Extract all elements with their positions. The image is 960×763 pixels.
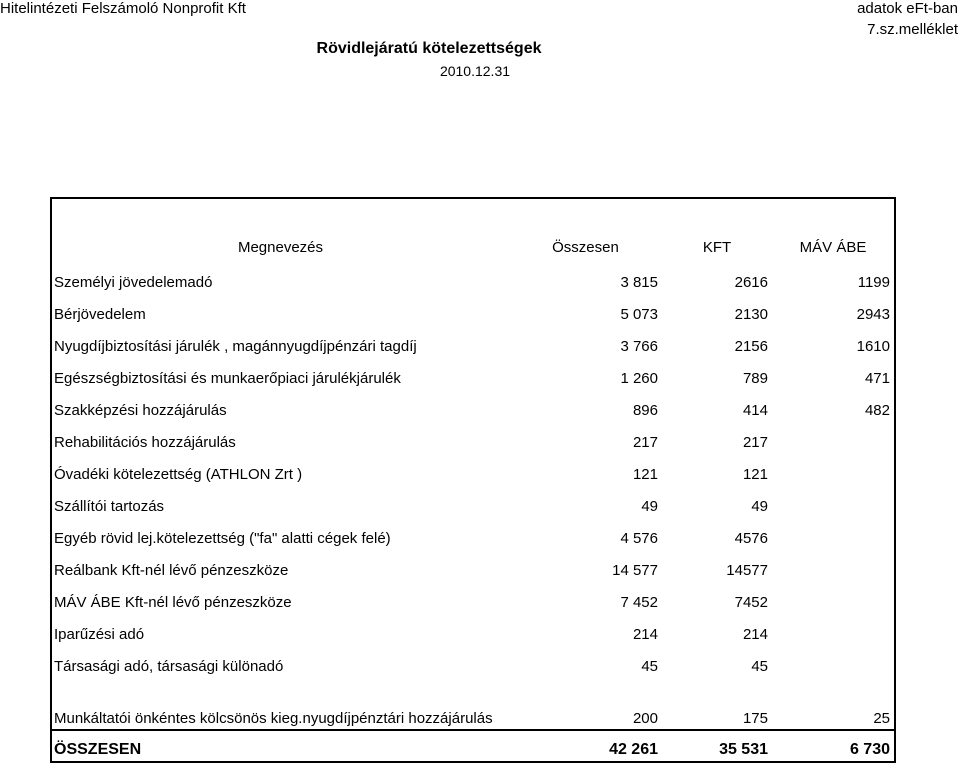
row-label: Óvadéki kötelezettség (ATHLON Zrt )	[54, 466, 303, 483]
row-mav: 471	[864, 370, 890, 387]
row-label: Bérjövedelem	[54, 306, 146, 323]
column-header-total: Összesen	[552, 239, 619, 256]
row-total: 7 452	[620, 594, 658, 611]
row-mav: 25	[873, 710, 890, 727]
table-row	[51, 613, 895, 645]
row-label: Személyi jövedelemadó	[54, 274, 213, 291]
row-kft: 14577	[726, 562, 768, 579]
row-kft: 4576	[734, 530, 768, 547]
row-total: 14 577	[612, 562, 658, 579]
row-mav	[772, 517, 895, 549]
row-total: 121	[632, 466, 658, 483]
row-kft: 121	[742, 466, 768, 483]
row-mav	[772, 421, 895, 453]
table-row	[51, 325, 895, 357]
column-header-kft: KFT	[702, 239, 732, 256]
row-kft: 414	[742, 402, 768, 419]
row-label: Szakképzési hozzájárulás	[54, 402, 227, 419]
table-row	[51, 261, 895, 293]
row-label: Szállítói tartozás	[54, 498, 165, 515]
row-mav: 2943	[856, 306, 890, 323]
row-kft: 175	[742, 710, 768, 727]
totals-row	[51, 730, 895, 762]
row-label: Reálbank Kft-nél lévő pénzeszköze	[54, 562, 289, 579]
row-label: Egyéb rövid lej.kötelezettség ("fa" alatti cégek felé)	[54, 530, 391, 547]
row-total: 3 766	[620, 338, 658, 355]
totals-total: 42 261	[509, 730, 662, 762]
table-row	[51, 389, 895, 421]
page-title: Rövidlejáratú kötelezettségek	[316, 40, 542, 57]
row-kft: 7452	[734, 594, 768, 611]
column-header-name: Megnevezés	[237, 239, 324, 256]
row-mav	[772, 453, 895, 485]
row-total: 3 815	[620, 274, 658, 291]
table-row	[51, 677, 895, 730]
row-total: 1 260	[620, 370, 658, 387]
table-header-row	[51, 198, 895, 261]
table-row	[51, 485, 895, 517]
units-note: adatok eFt-ban	[857, 0, 958, 17]
row-total: 4 576	[620, 530, 658, 547]
totals-label: ÖSSZESEN	[51, 730, 509, 762]
table-row	[51, 453, 895, 485]
row-mav	[772, 485, 895, 517]
row-mav: 1199	[857, 274, 890, 291]
table-row	[51, 357, 895, 389]
row-mav: 1610	[856, 338, 890, 355]
row-total: 5 073	[620, 306, 658, 323]
row-total: 45	[641, 658, 658, 675]
row-total: 214	[632, 626, 658, 643]
row-mav	[772, 645, 895, 677]
totals-kft: 35 531	[662, 730, 772, 762]
row-total: 217	[632, 434, 658, 451]
table-row	[51, 293, 895, 325]
row-label: Egészségbiztosítási és munkaerőpiaci járulékjárulék	[54, 370, 401, 387]
row-kft: 789	[742, 370, 768, 387]
table-row	[51, 421, 895, 453]
row-label: Társasági adó, társasági különadó	[54, 658, 284, 675]
row-total: 896	[632, 402, 658, 419]
row-label: Rehabilitációs hozzájárulás	[54, 434, 236, 451]
row-kft: 217	[742, 434, 768, 451]
table-row	[51, 549, 895, 581]
row-label: Munkáltatói önkéntes kölcsönös kieg.nyugdíjpénztári hozzájárulás	[54, 710, 493, 727]
totals-mav: 6 730	[772, 730, 895, 762]
company-name: Hitelintézeti Felszámoló Nonprofit Kft	[0, 0, 246, 17]
row-label: Nyugdíjbiztosítási járulék , magánnyugdíjpénzári tagdíj	[54, 338, 417, 355]
row-mav: 482	[864, 402, 890, 419]
row-kft: 214	[742, 626, 768, 643]
row-label: Iparűzési adó	[54, 626, 145, 643]
row-kft: 2156	[734, 338, 768, 355]
liabilities-table	[50, 197, 896, 763]
row-mav	[772, 581, 895, 613]
row-kft: 2130	[734, 306, 768, 323]
report-date: 2010.12.31	[439, 63, 511, 79]
row-mav	[772, 613, 895, 645]
row-mav	[772, 549, 895, 581]
appendix-note: 7.sz.melléklet	[867, 21, 958, 38]
row-kft: 2616	[734, 274, 768, 291]
table-row	[51, 581, 895, 613]
row-total: 200	[632, 710, 658, 727]
row-total: 49	[641, 498, 658, 515]
row-label: MÁV ÁBE Kft-nél lévő pénzeszköze	[54, 594, 292, 611]
row-kft: 45	[751, 658, 768, 675]
table-row	[51, 517, 895, 549]
table-row	[51, 645, 895, 677]
row-kft: 49	[751, 498, 768, 515]
column-header-mav: MÁV ÁBE	[799, 239, 867, 256]
